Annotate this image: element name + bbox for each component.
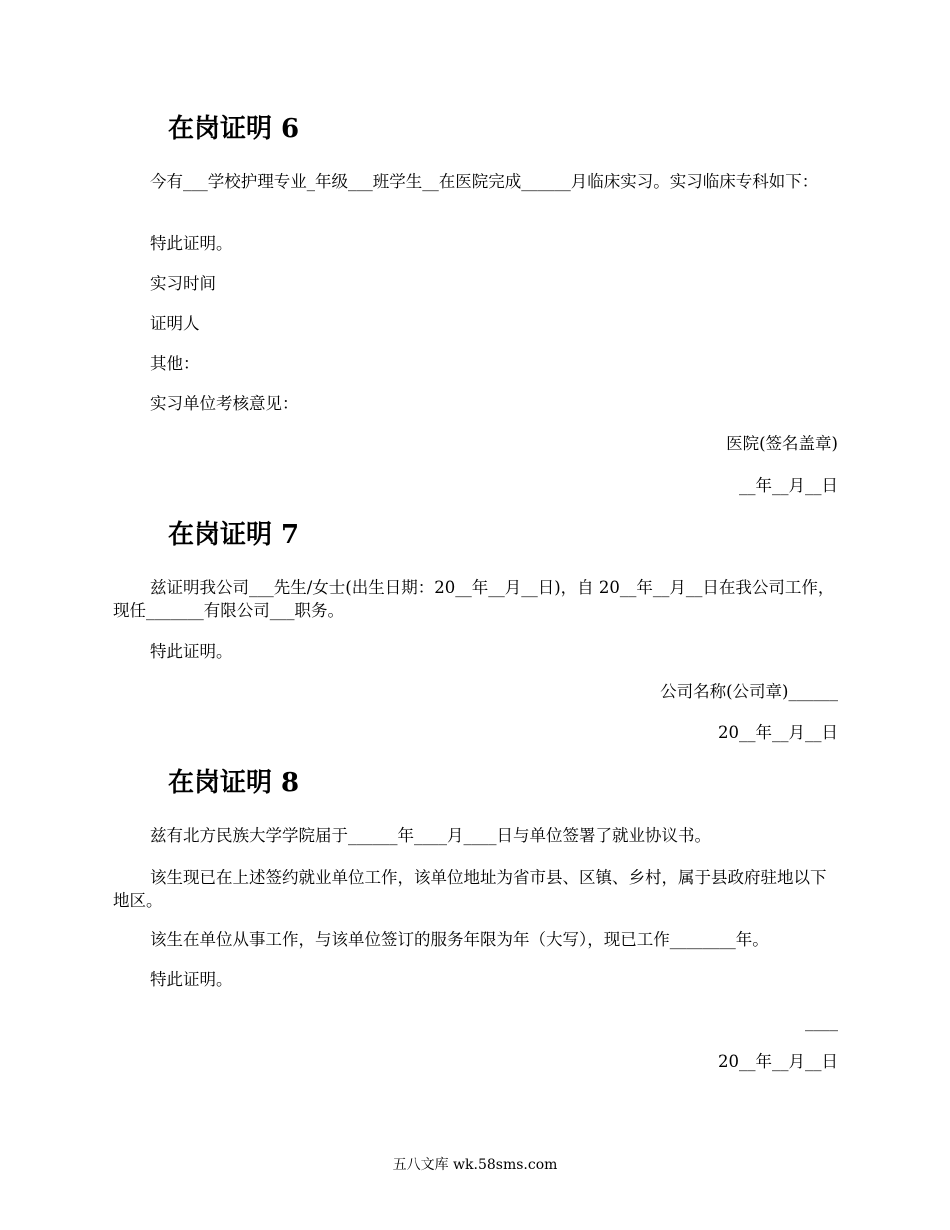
section-8-title: 在岗证明 8 [168,768,300,798]
section-7-paragraph: 兹证明我公司___先生/女士(出生日期：20__年__月__日)，自 20__年__月__日在我公司工作，现任_______有限公司___职务。 [113,578,835,620]
section-7-signature: 公司名称(公司章)______ [660,682,838,701]
section-8-paragraph-3: 该生在单位从事工作，与该单位签订的服务年限为年（大写），现已工作________年。 [150,930,769,949]
section-8-paragraph-1: 兹有北方民族大学学院届于______年____月____日与单位签署了就业协议书。 [150,826,711,845]
section-8-certify-line: 特此证明。 [150,970,233,989]
section-6-certify-line: 特此证明。 [150,234,233,253]
footer-watermark: 五八文库 wk.58sms.com [392,1157,558,1173]
section-7-title: 在岗证明 7 [168,520,300,550]
section-8-date: 20__年__月__日 [718,1052,838,1071]
section-8-signature: ____ [805,1012,838,1031]
section-6-internship-time: 实习时间 [150,274,216,293]
section-6-witness: 证明人 [150,314,200,333]
section-6-other: 其他： [150,354,200,373]
section-7-certify-line: 特此证明。 [150,642,233,661]
section-8-paragraph-2: 该生现已在上述签约就业单位工作，该单位地址为省市县、区镇、乡村，属于县政府驻地以下地区。 [113,868,827,910]
section-6-evaluation-opinion: 实习单位考核意见： [150,394,299,413]
section-6-paragraph: 今有___学校护理专业_年级___班学生__在医院完成______月临床实习。实习临床专科如下： [150,172,819,191]
section-6-date: __年__月__日 [739,476,838,495]
section-7-date: 20__年__月__日 [718,723,838,742]
section-6-title: 在岗证明 6 [168,114,300,144]
section-6-signature: 医院(签名盖章) [726,434,838,453]
